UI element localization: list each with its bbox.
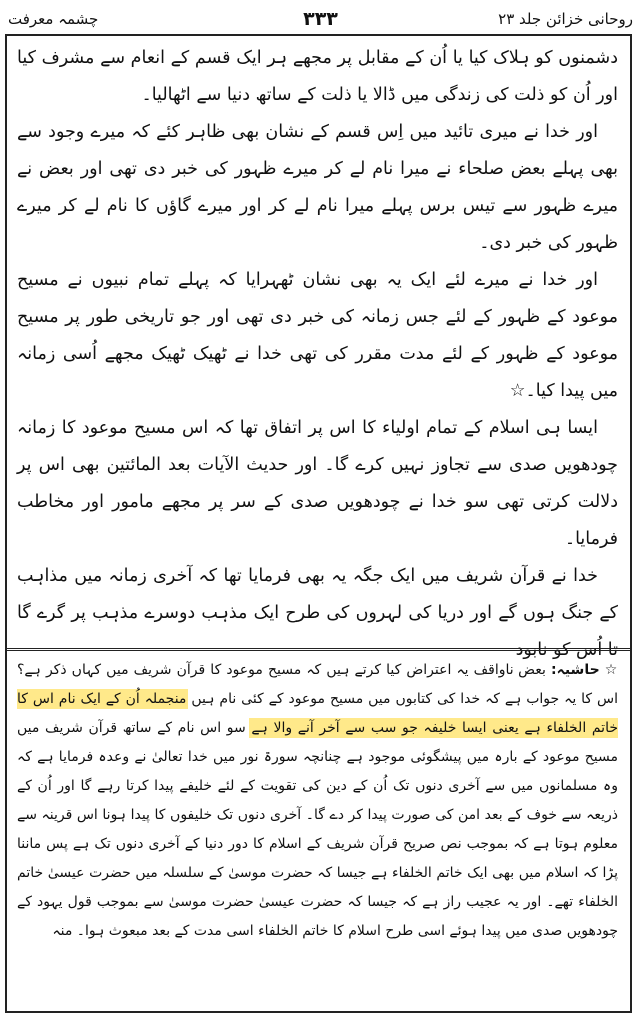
paragraph-4: ایسا ہی اسلام کے تمام اولیاء کا اس پر اتفاق تھا کہ اس مسیح موعود کا زمانہ چودھویں صدی سے تجاوز نہیں کرے گا۔ اور حدیث الآیات بعد المائتین بھی اس پر دلالت کرتی تھی سو خدا نے چودھویں صدی کے سر پر مجھے مامور اور مخاطب فرمایا۔: [17, 418, 618, 549]
paragraph-5: خدا نے قرآن شریف میں ایک جگہ یہ بھی فرمایا تھا کہ آخری زمانہ میں مذاہب کے جنگ ہوں گے اور دریا کی لہروں کی طرح ایک مذہب دوسرے مذہب پر گرے گا تا اُس کو نابود: [17, 566, 618, 660]
page-number: ۳۳۳: [303, 8, 338, 30]
chapter-title: چشمہ معرفت: [8, 10, 99, 28]
highlighted-text: منجملہ اُن کے ایک نام اس کا خاتم الخلفاء ہے یعنی ایسا خلیفہ جو سب سے آخر آنے والا ہے: [17, 691, 618, 736]
footnote-label: حاشیہ:: [551, 662, 600, 678]
paragraph-3-text: اور خدا نے میرے لئے ایک یہ بھی نشان ٹھہرایا کہ پہلے تمام نبیوں نے مسیح موعود کے ظہور کے لئے جس زمانہ کی خبر دی تھی اور جو تاریخی طور پر مسیح موعود کے ظہور کے لئے مدت مقرر کی تھی خدا نے ٹھیک ٹھیک مجھے اُسی زمانہ میں پیدا کیا۔: [17, 270, 618, 401]
footnote-star-icon[interactable]: ☆: [509, 381, 526, 401]
paragraph-2: اور خدا نے میری تائید میں اِس قسم کے نشان بھی ظاہر کئے کہ میرے وجود سے بھی پہلے بعض صلحاء نے میرا نام لے کر میرے ظہور کی خبر دی تھی اور بعض نے میرے ظہور سے تیس برس پہلے میرا نام لے کر اور میرے گاؤں کا نام لے کر میرے ظہور کی خبر دی۔: [17, 122, 618, 253]
paragraph-1: دشمنوں کو ہلاک کیا یا اُن کے مقابل پر مجھے ہر ایک قسم کے انعام سے مشرف کیا اور اُن کو ذلت کی زندگی میں ڈالا یا ذلت کے ساتھ دنیا سے اٹھالیا۔: [17, 48, 618, 105]
footnote: [17, 656, 618, 1008]
page-frame: [5, 34, 632, 1013]
footnote-text-after: سو اس نام کے ساتھ قرآن شریف میں مسیح موعود کے بارہ میں پیشگوئی موجود ہے چنانچہ سورۃ نور میں خدا تعالیٰ نے وعدہ فرمایا ہے کہ وہ مسلمانوں میں سے آخری دنوں تک اُن کے دین کی تقویت کے لئے خلیفے پیدا کرتا رہے گا اور اُن کے ذریعہ سے خوف کے بعد امن کی صورت پیدا کر دے گا۔ آخری دنوں تک خلیفوں کا پیدا ہونا اس قرینہ سے معلوم ہوتا ہے کہ بموجب نص صریح قرآن شریف کے اسلام کا دور دنیا کے آخری دنوں تک ہے پس ماننا پڑا کہ اسلام میں بھی ایک خاتم الخلفاء ہے جیسا کہ حضرت موسیٰ کے سلسلہ میں حضرت عیسیٰ خاتم الخلفاء تھے۔ اور یہ عجیب راز ہے کہ جیسا کہ حضرت عیسیٰ حضرت موسیٰ سے بموجب قول یہود کے چودھویں صدی میں پیدا ہوئے اسی طرح اسلام کا خاتم الخلفاء اسی مدت کے بعد مبعوث ہوا۔ منہ: [17, 720, 618, 939]
book-title: روحانی خزائن جلد ۲۳: [498, 10, 633, 28]
footnote-divider: [7, 648, 630, 651]
footnote-text-before: بعض ناواقف یہ اعتراض کیا کرتے ہیں کہ مسیح موعود کا قرآن شریف میں کہاں ذکر ہے؟ اس کا یہ جواب ہے کہ خدا کی کتابوں میں مسیح موعود کے کئی نام ہیں: [17, 662, 619, 707]
page-header: [8, 6, 633, 32]
main-text: [17, 40, 618, 660]
footnote-paragraph: [17, 656, 618, 946]
paragraph-3: [17, 262, 618, 410]
footnote-star-icon: ☆: [604, 662, 618, 678]
